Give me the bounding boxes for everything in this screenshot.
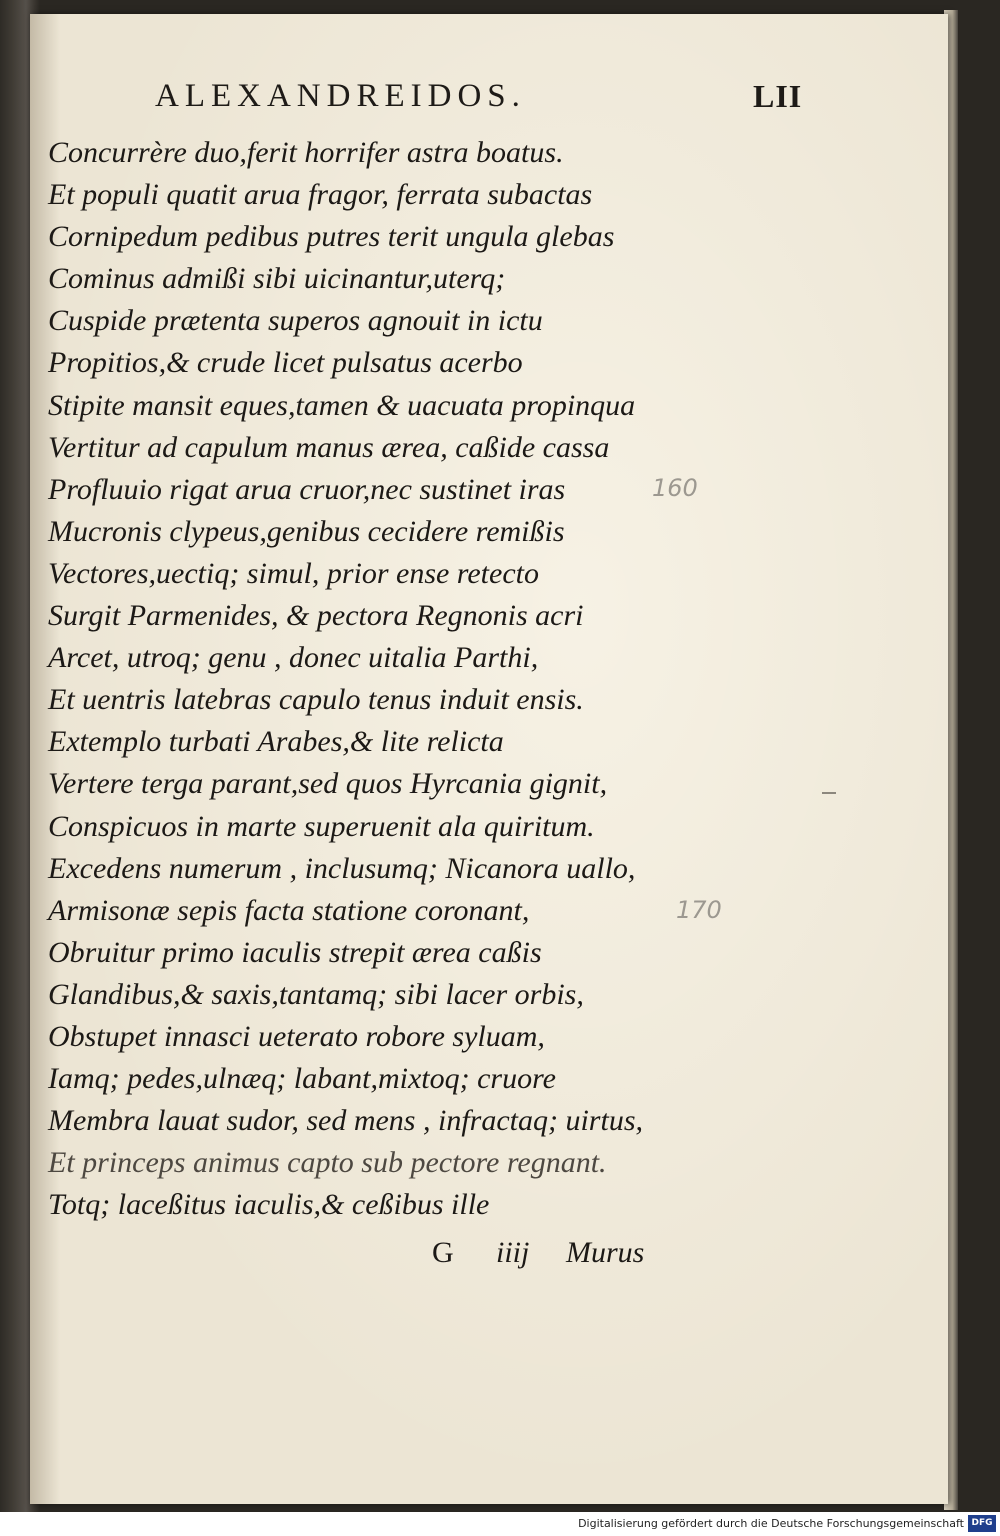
signature-number: iiij — [496, 1236, 530, 1269]
signature-mark: G — [432, 1236, 454, 1269]
catchword: Murus — [566, 1236, 645, 1269]
verse-line: Armisonæ sepis facta statione coronant, — [48, 893, 530, 927]
verse-line: Membra lauat sudor, sed mens , infractaq; uirtus, — [48, 1104, 643, 1138]
running-head: ALEXANDREIDOS. — [155, 78, 526, 114]
verse-line: Cornipedum pedibus putres terit ungula glebas — [48, 220, 615, 254]
verse-line: Glandibus,& saxis,tantamq; sibi lacer orbis, — [48, 977, 584, 1011]
verse-line: Cuspide prætenta superos agnouit in ictu — [48, 304, 543, 338]
verse-line: Excedens numerum , inclusumq; Nicanora uallo, — [48, 851, 636, 885]
verse-line: Obstupet innasci ueterato robore syluam, — [48, 1019, 545, 1053]
verse-line: Concurrère duo,ferit horrifer astra boatus. — [48, 136, 564, 169]
verse-line: Totq; laceßitus iaculis,& ceßibus ille — [48, 1188, 490, 1222]
verse-line: Profluuio rigat arua cruor,nec sustinet iras — [48, 472, 566, 506]
verse-line: Vertitur ad capulum manus ærea, caßide cassa — [48, 430, 610, 464]
verse-line: Mucronis clypeus,genibus cecidere remißis — [48, 514, 565, 548]
verse-line: Et populi quatit arua fragor, ferrata subactas — [48, 178, 593, 212]
verse-line: Conspicuos in marte superuenit ala quiritum. — [48, 809, 595, 843]
verse-line: Surgit Parmenides, & pectora Regnonis acri — [48, 599, 584, 633]
verse-line: Vertere terga parant,sed quos Hyrcania gignit, — [48, 767, 608, 801]
footer-credit: Digitalisierung gefördert durch die Deutsche Forschungsgemeinschaft — [578, 1517, 964, 1530]
verse-line: Et princeps animus capto sub pectore regnant. — [48, 1146, 607, 1180]
verse-line: Stipite mansit eques,tamen & uacuata propinqua — [48, 388, 636, 422]
verse-line: Vectores,uectiq; simul, prior ense retecto — [48, 556, 539, 590]
margin-note-line-count: 160 — [652, 474, 698, 502]
verse-block — [48, 132, 728, 1226]
verse-line: Extemplo turbati Arabes,& lite relicta — [48, 725, 504, 759]
verse-line: Arcet, utroq; genu , donec uitalia Parthi, — [48, 641, 539, 675]
verse-line: Et uentris latebras capulo tenus induit ensis. — [48, 683, 584, 717]
verse-line: Cominus admißi sibi uicinantur,uterq; — [48, 262, 506, 296]
verse-line: Obruitur primo iaculis strepit ærea caßis — [48, 935, 542, 969]
verse-line: Propitios,& crude licet pulsatus acerbo — [48, 346, 523, 380]
margin-note-line-count: 170 — [676, 896, 722, 924]
margin-dash — [822, 792, 836, 794]
dfg-logo: DFG — [968, 1515, 996, 1532]
verse-line: Iamq; pedes,ulnæq; labant,mixtoq; cruore — [48, 1062, 556, 1096]
folio-number: LII — [753, 78, 803, 114]
